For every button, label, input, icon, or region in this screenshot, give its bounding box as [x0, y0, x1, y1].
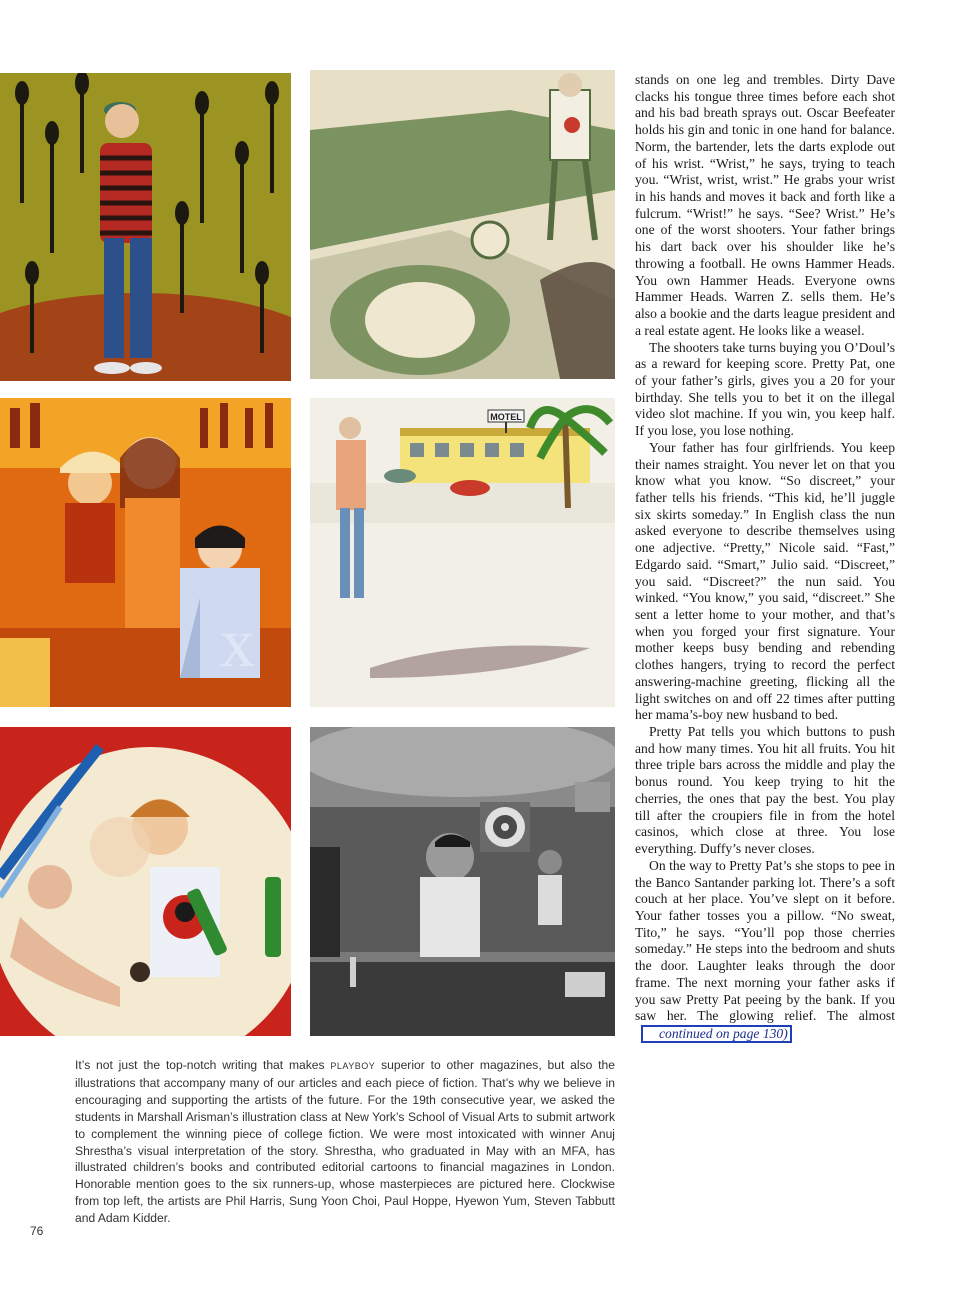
motel-walk-illustration [310, 398, 615, 707]
artwork-dart-bar-grayscale [310, 727, 615, 1036]
continued-on-page-link[interactable]: continued on page 130) [641, 1025, 792, 1043]
artwork-bar-orange [0, 398, 291, 707]
artwork-boy-with-darts [0, 73, 291, 381]
caption-text-start: It’s not just the top-notch writing that makes [75, 1058, 331, 1072]
artwork-che-circle [0, 727, 291, 1036]
artwork-motel-walk [310, 398, 615, 707]
motel-sign-text: MOTEL [490, 412, 522, 422]
story-column [635, 72, 895, 1242]
dart-bar-grayscale-illustration [310, 727, 615, 1036]
svg-text:x: x [220, 605, 255, 682]
page-number: 76 [30, 1224, 44, 1238]
story-paragraph: Your father has four girlfriends. You keep their names straight. You never let on that you know what you know. “So discreet,” your father tells his friends. “This kid, he’ll juggle six skirts someday.” In English class the nun asked everyone to describe themselves using one adjective. “Pretty,” Nicole said. “Fast,” Edgardo said. “Smart,” Julio said. “Discreet,” you said. “Discreet?” the nun said. You winked. “You know,” you said, “discreet.” She sent a letter home to your mother, and that’s when you forged your first signature. Your mother keeps busy bending and rebending clothes hangers, trying to record the perfect answering-machine greeting, flicking all the light switches on and off 22 times after putting her mama’s-boy new husband to bed. [635, 439, 895, 723]
caption-text-rest: superior to other magazines, but also the illustrations that accompany many of our articles and each piece of fiction. That’s why we believe in encouraging and supporting the artists of the future. For the 19th consecutive year, we asked the students in Marshall Arisman’s illustration class at New York’s School of Visual Arts to submit artwork to complement the winning piece of college fiction. We were most intoxicated with winner Anuj Shrestha’s visual interpretation of the story. Shrestha, who graduated in May with an MFA, has illustrated children’s books and contributed editorial cartoons to financial magazines in London. Honorable mention goes to the six runners-up, whose masterpieces are pictured here. Clockwise from top left, the artists are Phil Harris, Sung Yoon Choi, Paul Hoppe, Hyewon Yum, Steven Tabbutt and Adam Kidder. [75, 1058, 615, 1226]
story-paragraph-last [635, 858, 895, 1043]
caption-brand: PLAYBOY [330, 1061, 376, 1071]
bar-scene-sketch-illustration [310, 70, 615, 379]
bar-orange-illustration [0, 398, 291, 707]
boy-with-darts-illustration [0, 73, 291, 381]
story-paragraph: Pretty Pat tells you which buttons to push and how many times. You hit all fruits. You hit three triple bars across the middle and play the bonus round. You keep trying to hit the cherries, the ones that pay the best. You play till after the croupiers file in from the hotel casinos, which close at three. You lose everything. Duffy’s never closes. [635, 724, 895, 857]
story-paragraph: stands on one leg and trembles. Dirty Dave clacks his tongue three times before each shot and his bad breath sprays out. Oscar Beefeater holds his gin and tonic in one hand for balance. Norm, the bartender, lets the darts explode out of his wrist. “Wrist,” he says, trying to teach you. “Wrist, wrist, wrist.” He grabs your wrist in his hands and moves it back and forth like a fulcrum. “Wrist!” he says. “See? Wrist.” He’s one of the worst shooters. Your father brings his dart back over his shoulder like he’s throwing a football. He owns Hammer Heads. You own Hammer Heads. Everyone owns Hammer Heads. Warren Z. sells them. He’s also a bookie and the darts league president and a real estate agent. He looks like a weasel. [635, 72, 895, 338]
che-circle-illustration [0, 727, 291, 1036]
story-paragraph: The shooters take turns buying you O’Doul’s as a reward for keeping score. Pretty Pat, one of your father’s girls, gives you a 20 for your birthday. She tells you to bet it on the illegal video slot machine. If you win, you keep half. If you lose, you lose nothing. [635, 339, 895, 439]
artwork-bar-scene-sketch [310, 70, 615, 379]
illustration-caption [75, 1057, 615, 1227]
story-paragraph-text: On the way to Pretty Pat’s she stops to pee in the Banco Santander parking lot. There’s a soft couch at her place. You’ve slept on it before. Your father tosses you a pillow. “No sweat, Tito,” he says. “You’ll pop those cherries someday.” He steps into the bedroom and shuts the door. Laughter leaks through the door frame. The next morning your father asks if you saw Pretty Pat peeing by the bank. If you saw her. The glowing relief. The almost [635, 857, 895, 1024]
